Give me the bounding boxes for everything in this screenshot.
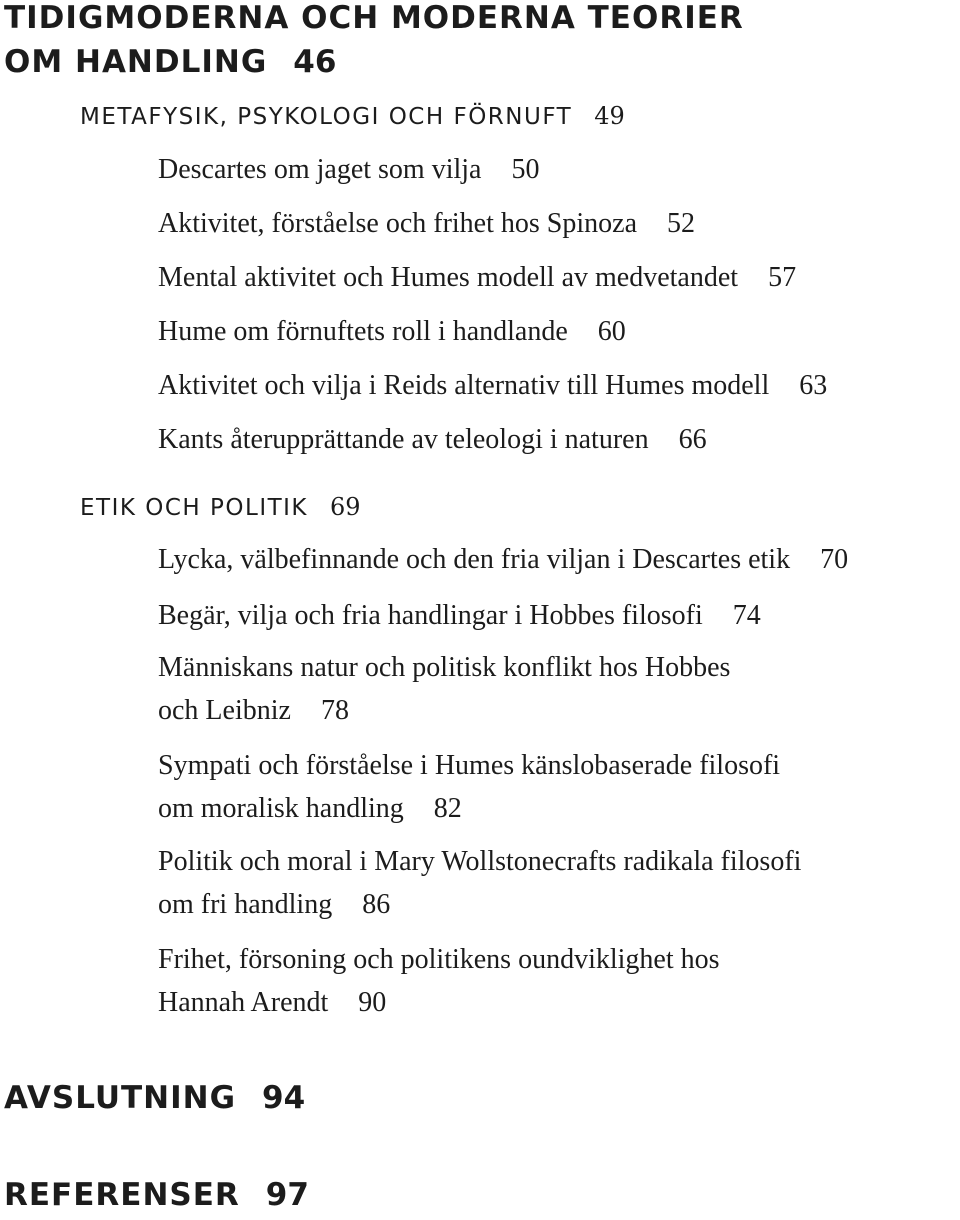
toc-entry (158, 646, 958, 732)
toc-entry (158, 148, 958, 191)
entry-page-number: 66 (678, 424, 707, 455)
section-page-number: 49 (594, 102, 625, 130)
toc-entry (158, 938, 958, 1024)
toc-entry (158, 418, 958, 461)
part-title-text: REFERENSER (4, 1177, 240, 1213)
toc-entry (158, 310, 958, 353)
entry-title-line-1: Frihet, försoning och politikens oundviklighet hos (158, 944, 720, 975)
entry-page-number: 60 (597, 316, 626, 347)
part-title-line-2 (4, 40, 744, 84)
part-title-text: OM HANDLING (4, 44, 268, 80)
part-page-number: 94 (262, 1080, 306, 1116)
entry-title-line-1: Människans natur och politisk konflikt hos Hobbes (158, 652, 731, 683)
entry-title: Lycka, välbefinnande och den fria viljan i Descartes etik (158, 544, 791, 575)
toc-entry (158, 364, 958, 407)
part-page-number: 97 (265, 1177, 309, 1213)
entry-page-number: 86 (362, 889, 391, 920)
entry-title: Hume om förnuftets roll i handlande (158, 316, 568, 347)
toc-part-heading (4, 0, 744, 84)
entry-title: Aktivitet och vilja i Reids alternativ till Humes modell (158, 370, 770, 401)
part-title-text: AVSLUTNING (4, 1080, 237, 1116)
entry-title: Descartes om jaget som vilja (158, 154, 482, 185)
toc-entry (158, 744, 958, 830)
toc-entry (158, 538, 958, 581)
entry-title: Aktivitet, förståelse och frihet hos Spinoza (158, 208, 637, 239)
part-title-line-1: TIDIGMODERNA OCH MODERNA TEORIER (4, 0, 744, 36)
entry-page-number: 63 (799, 370, 828, 401)
toc-entry (158, 840, 958, 926)
entry-title-line-1: Politik och moral i Mary Wollstonecrafts radikala filosofi (158, 846, 802, 877)
entry-title: Mental aktivitet och Humes modell av medvetandet (158, 262, 739, 293)
toc-entry (158, 202, 958, 245)
entry-title-line-1: Sympati och förståelse i Humes känslobaserade filosofi (158, 750, 781, 781)
entry-page-number: 50 (511, 154, 540, 185)
entry-title: om moralisk handling (158, 793, 404, 824)
entry-title: Begär, vilja och fria handlingar i Hobbes filosofi (158, 600, 703, 631)
entry-title-line-2 (158, 883, 958, 926)
entry-title: Hannah Arendt (158, 987, 329, 1018)
section-title: METAFYSIK, PSYKOLOGI OCH FÖRNUFT (80, 104, 573, 130)
entry-title-line-2 (158, 787, 958, 830)
toc-section-heading (80, 101, 625, 132)
entry-title-line-2 (158, 981, 958, 1024)
toc-entry (158, 256, 958, 299)
toc-part-heading (4, 1076, 305, 1120)
entry-page-number: 82 (433, 793, 462, 824)
entry-title: om fri handling (158, 889, 333, 920)
entry-title: och Leibniz (158, 695, 291, 726)
entry-page-number: 57 (768, 262, 797, 293)
entry-title-line-2 (158, 689, 958, 732)
entry-page-number: 52 (667, 208, 695, 239)
toc-section-heading (80, 492, 361, 523)
entry-page-number: 70 (820, 544, 849, 575)
section-title: ETIK OCH POLITIK (80, 495, 309, 521)
entry-page-number: 90 (358, 987, 387, 1018)
entry-title: Kants återupprättande av teleologi i naturen (158, 424, 649, 455)
toc-part-heading (4, 1173, 309, 1217)
part-page-number: 46 (293, 44, 337, 80)
entry-page-number: 78 (320, 695, 349, 726)
section-page-number: 69 (330, 493, 361, 521)
entry-page-number: 74 (732, 600, 761, 631)
toc-entry (158, 594, 958, 637)
